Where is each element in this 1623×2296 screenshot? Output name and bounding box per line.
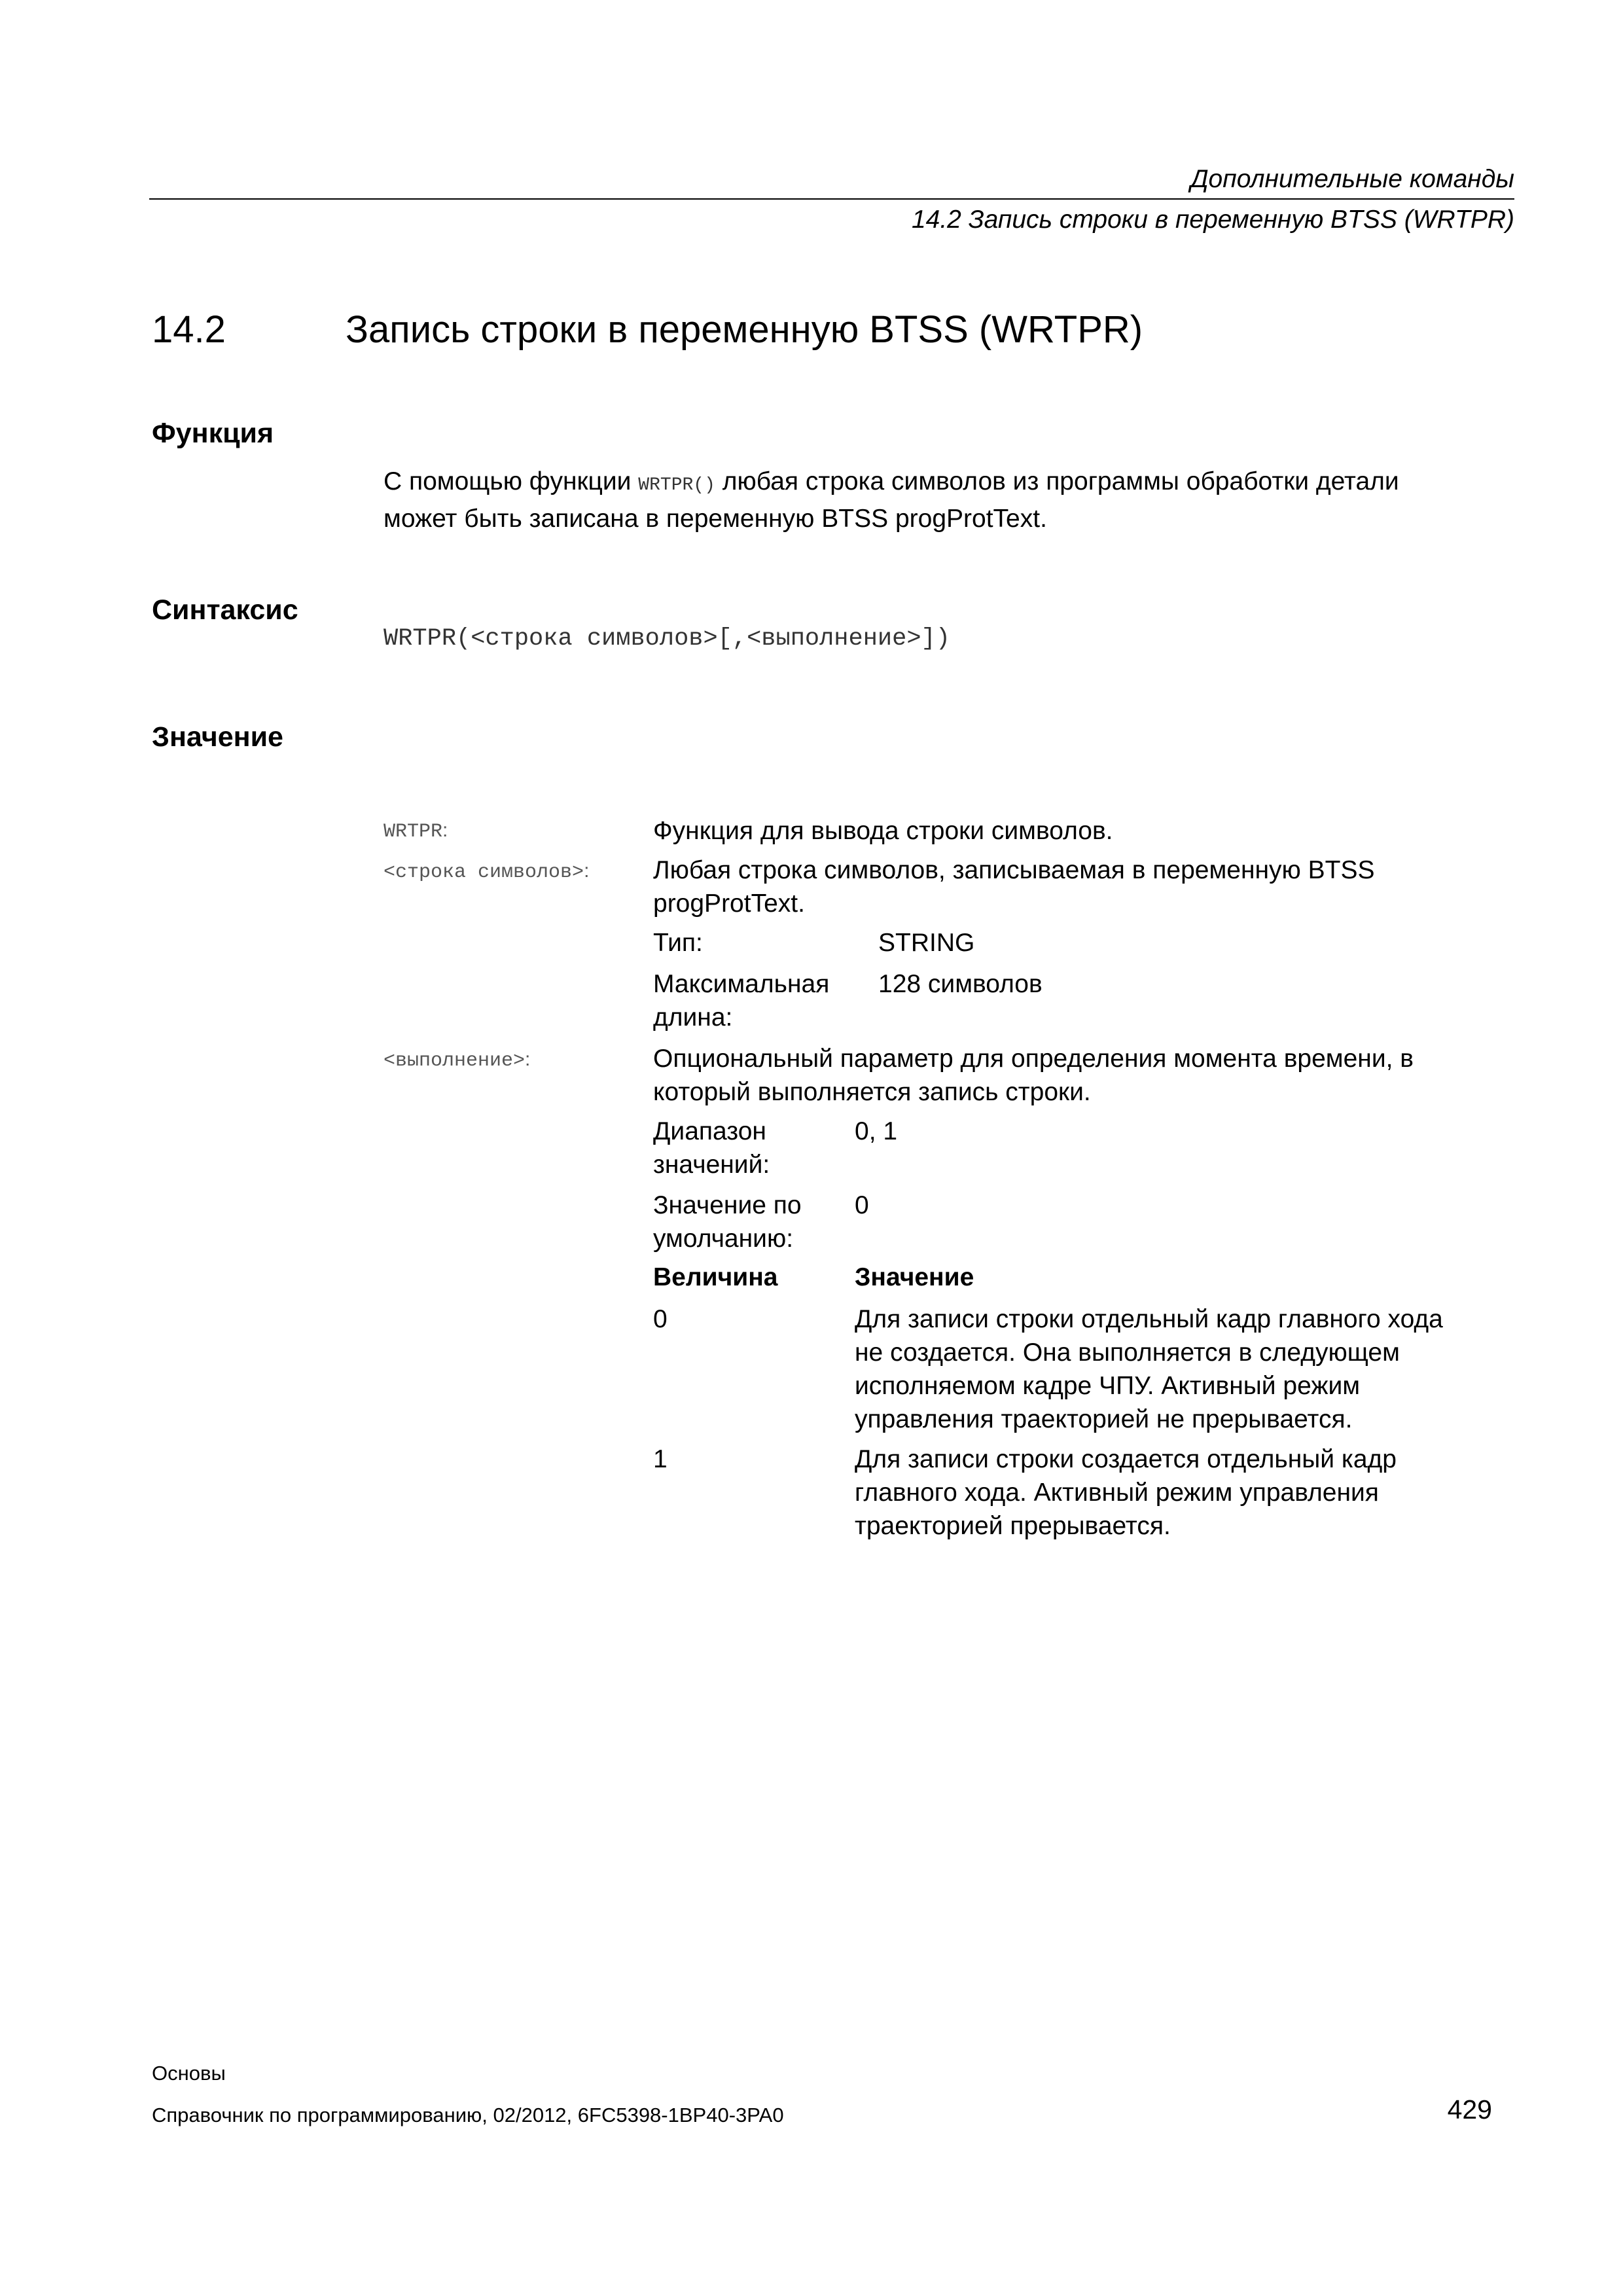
param-desc-string-line1: Любая строка символов, записываемая в переменную BTSS: [653, 856, 1375, 884]
row-0-line: исполняемом кадре ЧПУ. Активный режим: [855, 1372, 1361, 1400]
prop-key-maxlen-line2: длина:: [653, 1003, 733, 1031]
meaning-heading: Значение: [152, 721, 283, 753]
prop-key-range-line1: Диапазон: [653, 1117, 766, 1145]
param-desc-string: [653, 853, 1504, 920]
value-table-header-value: Величина: [653, 1263, 778, 1291]
header-rule: [149, 198, 1514, 200]
param-label-colon: :: [525, 1049, 531, 1070]
row-1-line: траекторией прерывается.: [855, 1512, 1171, 1540]
value-table-row-0-value: 0: [653, 1305, 668, 1333]
prop-key-default-line2: умолчанию:: [653, 1225, 794, 1253]
value-table-row-1-value: 1: [653, 1445, 668, 1473]
value-table-row-0-desc: [855, 1302, 1509, 1436]
prop-value-maxlen: 128 символов: [878, 970, 1043, 998]
prop-key-default-line1: Значение по: [653, 1191, 802, 1219]
running-header-chapter: Дополнительные команды: [1190, 165, 1514, 193]
param-label-string-code: <строка символов>: [383, 861, 584, 884]
prop-value-type: STRING: [878, 929, 975, 957]
value-table-row-1-desc: [855, 1443, 1509, 1543]
prop-value-default: 0: [855, 1191, 869, 1219]
param-desc-execution-line2: который выполняется запись строки.: [653, 1078, 1091, 1106]
param-label-string: [383, 860, 589, 884]
prop-key-range-line2: значений:: [653, 1151, 770, 1179]
param-label-wrtpr: [383, 819, 448, 843]
page-number: 429: [1447, 2094, 1492, 2125]
section-title: Запись строки в переменную BTSS (WRTPR): [346, 308, 1143, 351]
prop-key-maxlen: [653, 967, 829, 1034]
row-1-line: Для записи строки создается отдельный кадр: [855, 1445, 1397, 1473]
row-1-line: главного хода. Активный режим управления: [855, 1479, 1379, 1507]
prop-key-maxlen-line1: Максимальная: [653, 970, 830, 998]
prop-value-range: 0, 1: [855, 1117, 898, 1145]
row-0-line: Для записи строки отдельный кадр главного хода: [855, 1305, 1443, 1333]
function-code: WRTPR(): [638, 475, 715, 495]
row-0-line: управления траекторией не прерывается.: [855, 1405, 1353, 1433]
function-text-line2: может быть записана в переменную BTSS progProtText.: [383, 505, 1047, 533]
param-desc-execution: [653, 1042, 1504, 1109]
syntax-code: WRTPR(<строка символов>[,<выполнение>]): [383, 625, 950, 653]
param-label-execution: [383, 1049, 530, 1072]
param-desc-wrtpr: Функция для вывода строки символов.: [653, 817, 1113, 845]
row-0-line: не создается. Она выполняется в следующем: [855, 1338, 1400, 1367]
footer-reference: Справочник по программированию, 02/2012, 6FC5398-1BP40-3PA0: [152, 2104, 784, 2126]
param-desc-execution-line1: Опциональный параметр для определения момента времени, в: [653, 1045, 1414, 1073]
function-text-start: С помощью функции: [383, 467, 639, 495]
syntax-heading: Синтаксис: [152, 594, 298, 626]
prop-key-range: [653, 1115, 843, 1181]
param-label-colon: :: [584, 860, 590, 882]
value-table-header-meaning: Значение: [855, 1263, 974, 1291]
prop-key-default: [653, 1189, 843, 1255]
running-header-section: 14.2 Запись строки в переменную BTSS (WRTPR): [911, 206, 1514, 234]
footer-book-title: Основы: [152, 2062, 226, 2085]
prop-key-type: Тип:: [653, 929, 703, 957]
param-label-colon: :: [442, 819, 448, 841]
param-desc-string-line2: progProtText.: [653, 889, 805, 918]
section-number: 14.2: [152, 308, 226, 351]
function-heading: Функция: [152, 418, 274, 449]
function-text-end: любая строка символов из программы обработки детали: [715, 467, 1399, 495]
param-label-wrtpr-code: WRTPR: [383, 821, 443, 843]
function-paragraph: [383, 465, 1496, 535]
param-label-execution-code: <выполнение>: [383, 1050, 526, 1072]
